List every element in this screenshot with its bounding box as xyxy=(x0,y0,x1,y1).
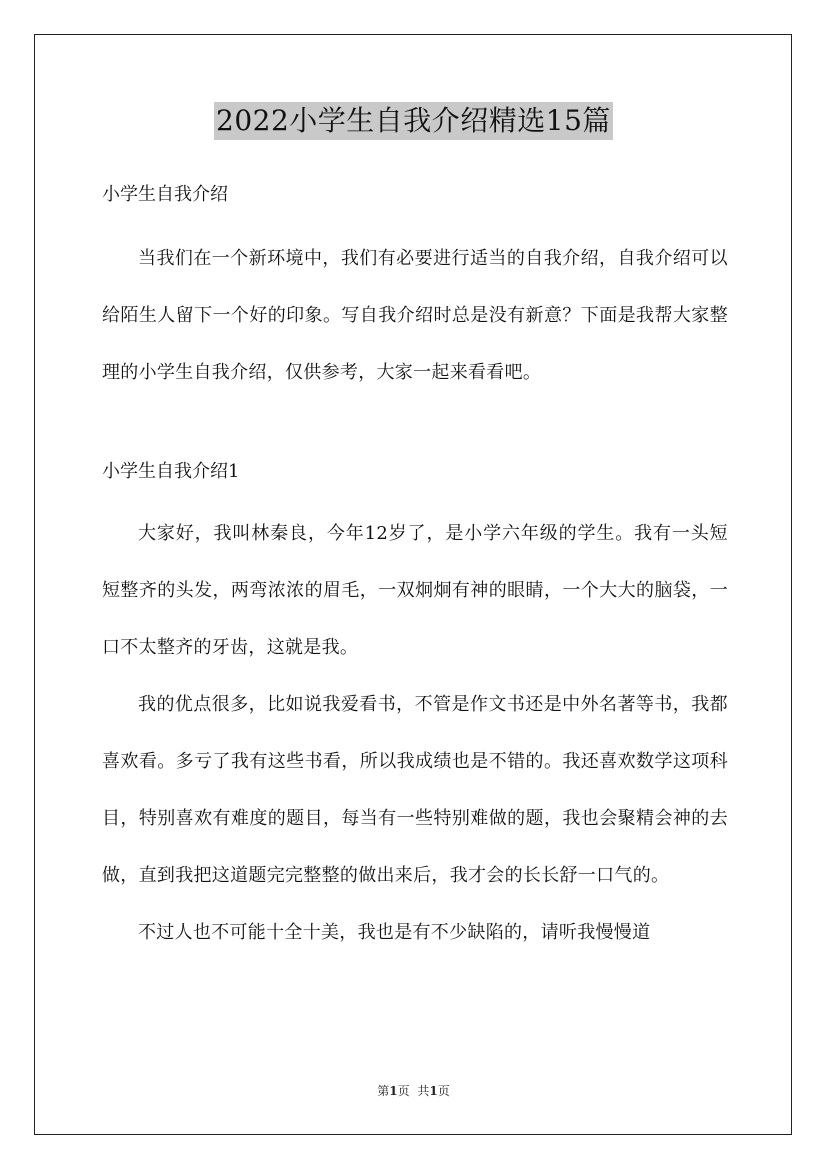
footer-page-prefix: 第 xyxy=(377,1084,390,1098)
document-body xyxy=(102,176,728,961)
footer-page-total: 1 xyxy=(429,1084,438,1098)
section-1-paragraph-2: 我的优点很多，比如说我爱看书，不管是作文书还是中外名著等书，我都喜欢看。多亏了我有这些书看，所以我成绩也是不错的。我还喜欢数学这项科目，特别喜欢有难度的题目，每当有一些特别难做的题，我也会聚精会神的去做，直到我把这道题完完整整的做出来后，我才会的长长舒一口气的。 xyxy=(102,694,728,886)
intro-paragraph: 当我们在一个新环境中，我们有必要进行适当的自我介绍，自我介绍可以给陌生人留下一个好的印象。写自我介绍时总是没有新意？下面是我帮大家整理的小学生自我介绍，仅供参考，大家一起来看看吧。 xyxy=(102,248,728,383)
document-title: 2022小学生自我介绍精选15篇 xyxy=(214,102,613,140)
section-1-paragraph-3: 不过人也不可能十全十美，我也是有不少缺陷的，请听我慢慢道 xyxy=(138,922,651,943)
footer-total-prefix: 共 xyxy=(417,1084,430,1098)
title-container xyxy=(0,102,827,140)
section-1-paragraph-1: 大家好，我叫林秦良，今年12岁了，是小学六年级的学生。我有一头短短整齐的头发，两弯浓浓的眉毛，一双炯炯有神的眼睛，一个大大的脑袋，一口不太整齐的牙齿，这就是我。 xyxy=(102,523,728,658)
footer-page-current: 1 xyxy=(389,1084,398,1098)
section-1-heading: 小学生自我介绍1 xyxy=(102,461,240,482)
page-footer xyxy=(0,1083,827,1099)
footer-total-suffix: 页 xyxy=(437,1084,450,1098)
footer-page-suffix: 页 xyxy=(397,1084,410,1098)
intro-heading: 小学生自我介绍 xyxy=(102,184,228,205)
